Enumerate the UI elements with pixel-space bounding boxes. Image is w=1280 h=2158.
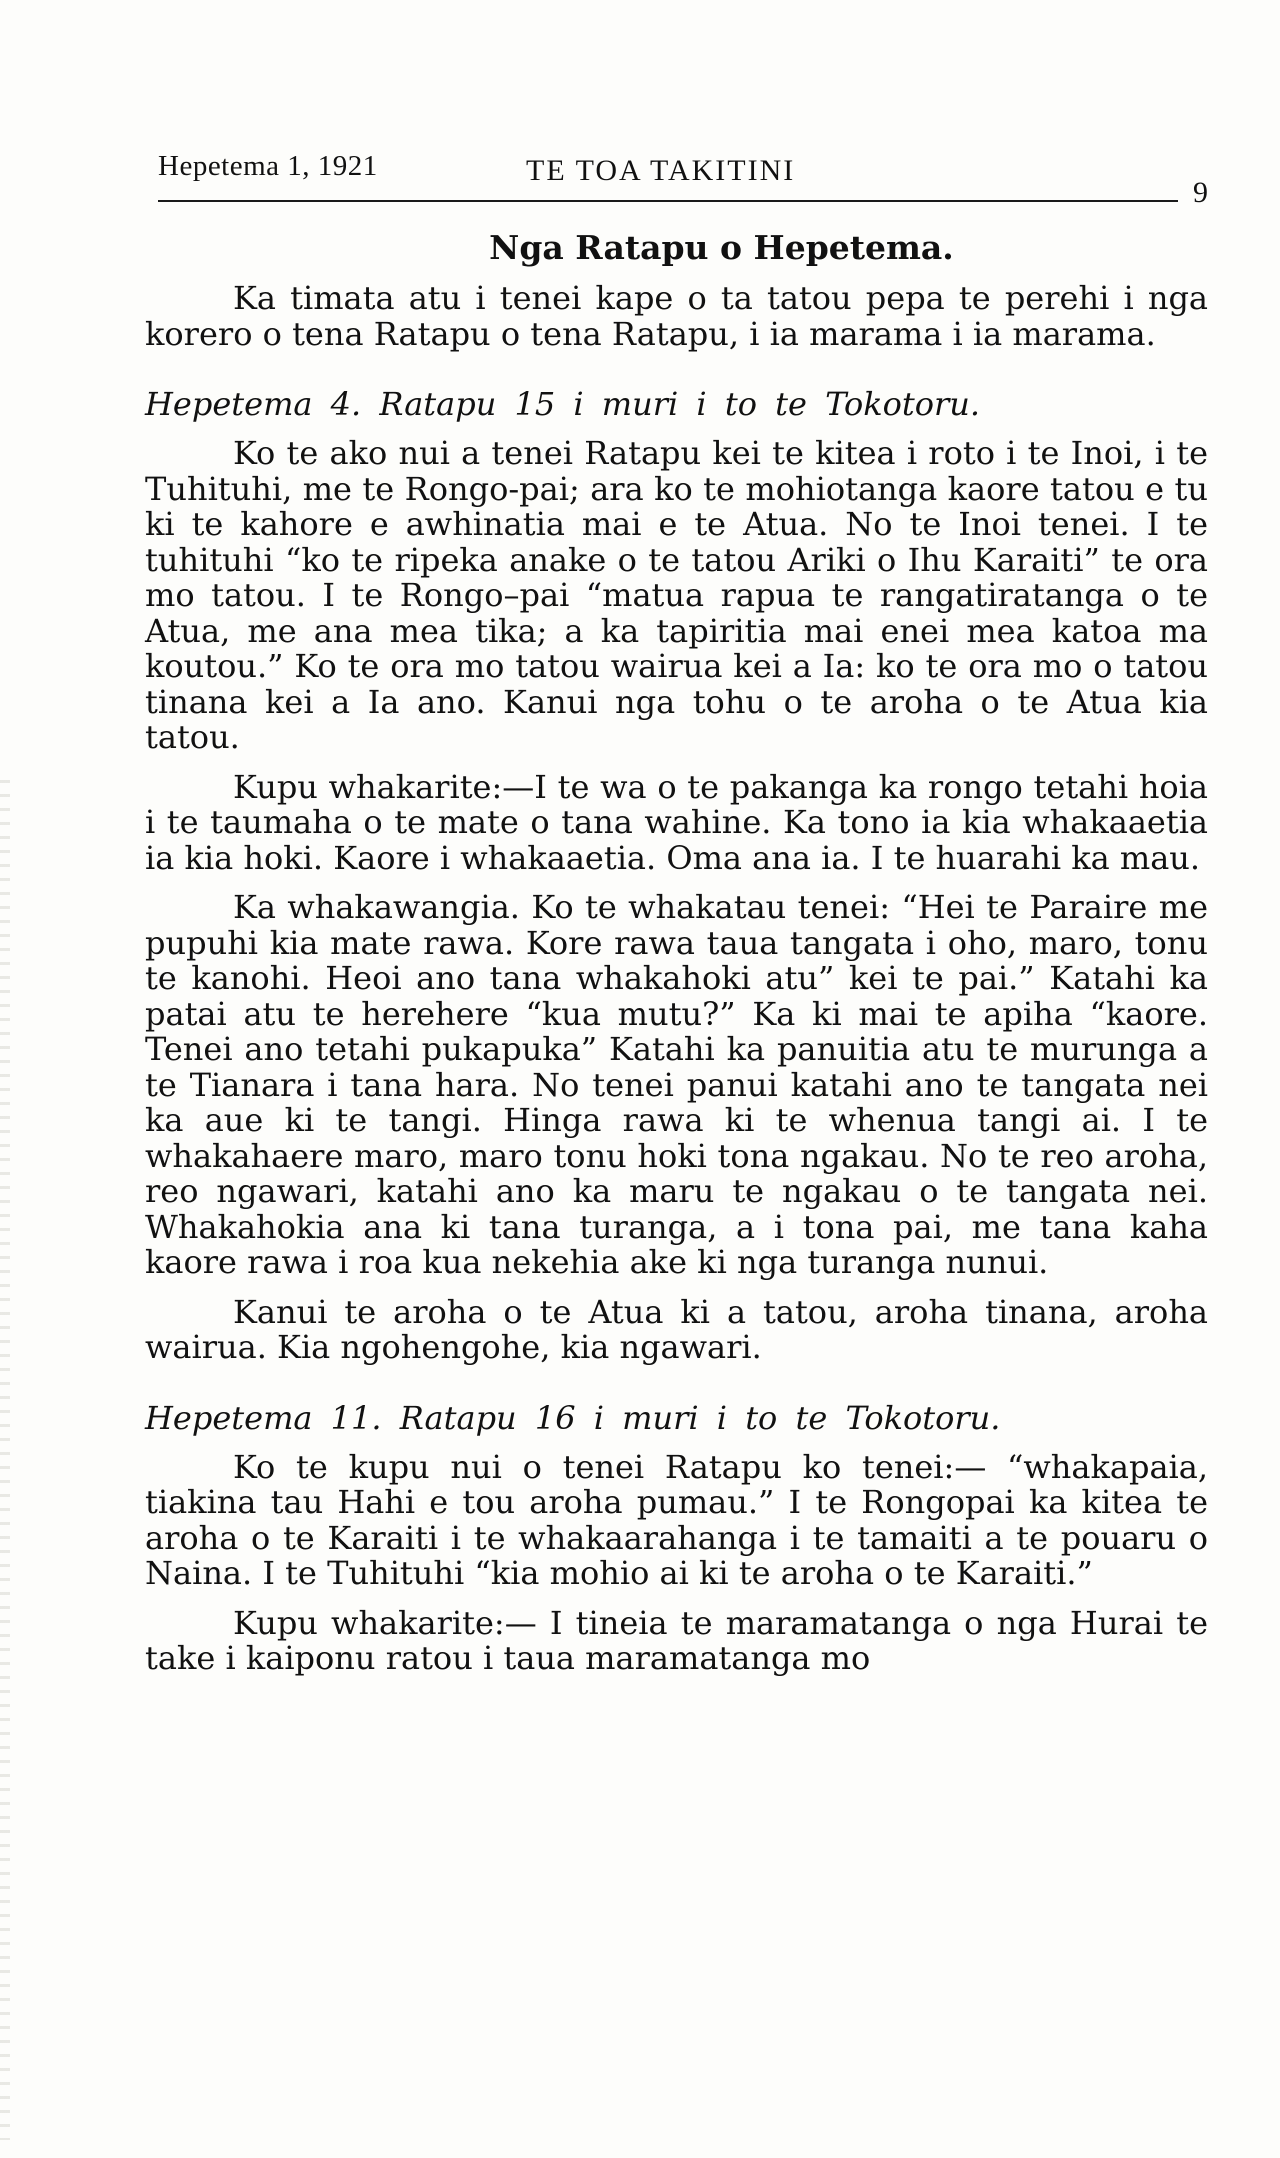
section-heading-sept-4: Hepetema 4. Ratapu 15 i muri i to te Tokotoru. — [145, 385, 981, 423]
paragraph: Kupu whakarite:—I te wa o te pakanga ka rongo tetahi hoia i te taumaha o te mate o tana wahine. Ka tono ia kia whakaaetia ia kia hoki. Kaore i whakaaetia. Oma ana ia. I te huarahi ka mau. — [145, 767, 1208, 877]
running-header — [158, 150, 1208, 210]
header-date: Hepetema 1, 1921 — [158, 150, 378, 182]
header-journal-title: TE TOA TAKITINI — [526, 154, 796, 187]
paragraph: Ka whakawangia. Ko te whakatau tenei: “Hei te Paraire me pupuhi kia mate rawa. Kore rawa taua tangata i oho, maro, tonu te kanohi. Heoi ano tana whakahoki atu” kei te pai.” Katahi ka patai atu te herehere “kua mutu?” Ka ki mai te apiha “kaore. Tenei ano tetahi pukapuka” Katahi ka panuitia atu te murunga a te Tianara i tana hara. No tenei panui katahi ano te tangata nei ka aue ki te tangi. Hinga rawa ki te whenua tangi ai. I te whakahaere maro, maro tonu hoki tona ngakau. No te reo aroha, reo ngawari, katahi ano ka maru te ngakau o te tangata nei. Whakahokia ana ki tana turanga, a i tona pai, me tana kaha kaore rawa i roa kua nekehia ake ki nga turanga nunui. — [145, 888, 1208, 1281]
paragraph: Kanui te aroha o te Atua ki a tatou, aroha tinana, aroha wairua. Kia ngohengohe, kia ngawari. — [145, 1292, 1208, 1366]
article-body — [145, 228, 1208, 1677]
page-number: 9 — [1193, 176, 1208, 209]
header-rule — [158, 200, 1178, 202]
paragraph: Kupu whakarite:— I tineia te maramatanga o nga Hurai te take i kaiponu ratou i taua maramatanga mo — [145, 1603, 1208, 1677]
paragraph: Ko te kupu nui o tenei Ratapu ko tenei:— “whakapaia, tiakina tau Hahi e tou aroha pumau.” I te Rongopai ka kitea te aroha o te Karaiti i te whakaarahanga i te tamaiti a te pouaru o Naina. I te Tuhituhi “kia mohio ai ki te aroha o te Karaiti.” — [145, 1447, 1208, 1592]
section-heading-sept-11: Hepetema 11. Ratapu 16 i muri i to te Tokotoru. — [145, 1398, 1001, 1437]
paragraph: Ko te ako nui a tenei Ratapu kei te kitea i roto i te Inoi, i te Tuhituhi, me te Rongo-pai; ara ko te mohiotanga kaore tatou e tu ki te kahore e awhinatia mai e te Atua. No te Inoi tenei. I te tuhituhi “ko te ripeka anake o te tatou Ariki o Ihu Karaiti” te ora mo tatou. I te Rongo–pai “matua rapua te rangatiratanga o te Atua, me ana mea tika; a ka tapiritia mai enei mea katoa ma koutou.” Ko te ora mo tatou wairua kei a Ia: ko te ora mo o tatou tinana kei a Ia ano. Kanui nga tohu o te aroha o te Atua kia tatou. — [145, 434, 1208, 756]
intro-paragraph: Ka timata atu i tenei kape o ta tatou pepa te perehi i nga korero o tena Ratapu o tena Ratapu, i ia marama i ia marama. — [145, 279, 1208, 353]
scan-edge-artifact — [0, 780, 10, 2140]
article-title: Nga Ratapu o Hepetema. — [489, 228, 954, 267]
